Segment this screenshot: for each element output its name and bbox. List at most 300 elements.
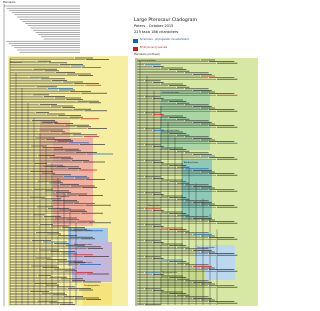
taxon-row-right	[145, 192, 161, 193]
clade-label-left-7: Germanodactylus	[74, 262, 93, 264]
taxon-row-right	[209, 173, 234, 174]
taxon-row-right	[185, 104, 209, 105]
taxon-row-right	[217, 143, 237, 144]
taxon-row-right	[161, 276, 183, 277]
clade-label-left-1: Pterosauria	[10, 62, 22, 64]
clade-label-right-3: Azhdarchidae	[184, 162, 199, 164]
taxon-row-right	[161, 228, 183, 229]
taxon-row-left	[63, 202, 79, 203]
taxon-row-left	[52, 80, 67, 81]
taxon-row-left	[61, 278, 83, 279]
taxon-row-right	[185, 120, 209, 121]
taxon-row-right	[201, 236, 215, 237]
taxon-row-right	[201, 124, 215, 125]
taxon-row-right	[185, 72, 209, 73]
taxon-row-right	[217, 175, 237, 176]
taxon-row-left	[79, 290, 93, 291]
taxon-row-right	[145, 112, 161, 113]
taxon-row-right	[217, 303, 237, 304]
taxon-row-right	[193, 170, 212, 171]
legend-blue-label: Small taxa - phylogenetic miniaturization	[140, 38, 190, 41]
clade-block-salmon	[53, 138, 93, 226]
taxon-row-right	[193, 298, 212, 299]
taxon-row-left	[58, 235, 77, 236]
taxon-row-right	[153, 226, 164, 227]
taxon-row-right	[153, 146, 164, 147]
taxon-row-right	[161, 164, 183, 165]
taxon-row-left	[35, 258, 51, 259]
taxon-row-right	[201, 220, 215, 221]
taxon-row-right	[145, 208, 161, 209]
taxon-row-left	[83, 282, 101, 283]
taxon-row-left	[73, 254, 93, 255]
taxon-row-right	[169, 277, 186, 278]
taxon-row-right	[145, 240, 161, 241]
taxon-row-left	[60, 184, 79, 185]
taxon-row-right	[217, 239, 237, 240]
taxon-row-right	[217, 255, 237, 256]
taxon-row-left	[55, 98, 81, 99]
taxon-row-right	[217, 223, 237, 224]
taxon-row-right	[217, 207, 237, 208]
taxon-row-right	[145, 288, 161, 289]
taxon-row-right	[217, 271, 237, 272]
taxon-row-right	[169, 261, 186, 262]
taxon-row-right	[185, 88, 209, 89]
right-panel-label: Pterosauria (continued)	[134, 53, 160, 56]
taxon-row-left	[85, 205, 111, 206]
legend-blue-swatch	[133, 39, 138, 43]
taxon-row-right	[193, 74, 212, 75]
taxon-row-left	[67, 194, 87, 195]
taxon-row-left	[71, 186, 95, 187]
taxon-row-left	[50, 251, 75, 252]
taxon-row-left	[59, 210, 85, 211]
taxon-row-right	[153, 210, 164, 211]
taxon-row-left	[41, 173, 55, 174]
clade-label-right-0: Cycnorhamphidae	[137, 60, 156, 62]
taxon-row-left	[85, 110, 107, 111]
taxon-row-right	[145, 144, 161, 145]
taxon-row-right	[185, 168, 209, 169]
taxon-row-left	[73, 134, 97, 135]
taxon-row-right	[169, 245, 186, 246]
taxon-row-right	[185, 264, 209, 265]
taxon-row-left	[48, 208, 69, 209]
taxon-row-left	[41, 198, 61, 199]
taxon-row-right	[177, 279, 189, 280]
taxon-row-left	[55, 218, 77, 219]
taxon-row-right	[153, 194, 164, 195]
taxon-row-left	[49, 62, 67, 63]
taxon-row-right	[153, 162, 164, 163]
taxon-row-left	[75, 298, 99, 299]
taxon-row-left	[37, 301, 57, 302]
taxon-row-left	[86, 179, 105, 180]
clade-label-right-1: Ornithocheiridae	[162, 92, 180, 94]
taxon-row-left	[88, 248, 103, 249]
taxon-row-left	[37, 181, 61, 182]
taxon-row-left	[34, 283, 57, 284]
clade-label-left-0: Anurognathidae	[42, 122, 59, 124]
taxon-row-left	[76, 152, 97, 153]
taxon-row-right	[161, 100, 183, 101]
taxon-row-left	[36, 112, 49, 113]
taxon-row-right	[145, 80, 161, 81]
taxon-row-right	[217, 159, 237, 160]
taxon-row-right	[209, 157, 234, 158]
taxon-row-right	[209, 141, 234, 142]
taxon-row-right	[209, 125, 234, 126]
taxon-row-right	[193, 90, 212, 91]
taxon-row-left	[65, 270, 77, 271]
taxon-row-left	[64, 176, 87, 177]
taxon-row-left	[33, 189, 53, 190]
taxon-row-left	[30, 291, 49, 292]
taxon-row-right	[209, 253, 234, 254]
taxon-row-left	[85, 85, 101, 86]
clade-label-left-5: Campylognathoididae	[70, 230, 93, 232]
taxon-row-left	[81, 93, 107, 94]
taxon-row-right	[145, 272, 161, 273]
taxon-row-left	[49, 302, 73, 303]
taxon-row-left	[68, 168, 81, 169]
taxon-row-left	[79, 170, 97, 171]
taxon-row-right	[201, 76, 215, 77]
taxon-row-left	[60, 304, 75, 305]
taxon-row-left	[37, 206, 53, 207]
taxon-row-left	[86, 299, 101, 300]
taxon-row-right	[177, 247, 189, 248]
taxon-row-right	[185, 296, 209, 297]
taxon-row-left	[40, 224, 53, 225]
taxon-row-left	[56, 72, 75, 73]
taxon-row-left	[65, 150, 81, 151]
author-line: Peters - October 2015	[134, 24, 174, 28]
taxon-row-right	[153, 82, 164, 83]
taxon-row-left	[44, 216, 61, 217]
taxon-row-left	[36, 232, 59, 233]
taxon-row-right	[145, 128, 161, 129]
taxon-row-left	[38, 155, 55, 156]
taxon-row-right	[161, 180, 183, 181]
taxon-row-left	[60, 64, 83, 65]
taxon-row-left	[81, 213, 103, 214]
taxon-row-left	[39, 250, 59, 251]
taxon-row-right	[177, 183, 189, 184]
taxon-row-left	[81, 238, 95, 239]
taxon-row-left	[39, 130, 63, 131]
taxon-row-left	[74, 203, 95, 204]
taxon-row-right	[185, 216, 209, 217]
taxon-row-right	[153, 98, 164, 99]
taxon-row-right	[217, 127, 237, 128]
taxon-row-left	[78, 195, 103, 196]
clade-block-green	[160, 90, 210, 150]
taxon-row-left	[37, 61, 51, 62]
taxon-row-left	[77, 246, 101, 247]
taxon-row-right	[145, 176, 161, 177]
taxon-row-left	[62, 227, 85, 228]
taxon-row-right	[193, 218, 212, 219]
clade-label-left-3: Rhamphorhynchidae	[44, 166, 66, 168]
taxon-row-right	[145, 96, 161, 97]
taxon-row-left	[33, 69, 57, 70]
taxon-row-left	[50, 131, 65, 132]
taxon-row-right	[145, 304, 161, 305]
clade-label-left-8: Scaphognathia	[84, 285, 100, 287]
taxon-row-right	[169, 149, 186, 150]
taxon-row-left	[70, 211, 87, 212]
taxon-row-left	[77, 126, 91, 127]
taxon-row-right	[153, 258, 164, 259]
taxon-row-right	[161, 260, 183, 261]
taxon-row-right	[209, 269, 234, 270]
taxon-row-left	[32, 240, 51, 241]
taxon-row-right	[169, 213, 186, 214]
taxon-row-right	[177, 151, 189, 152]
taxon-row-right	[177, 103, 189, 104]
taxon-row-left	[76, 272, 93, 273]
taxon-row-left	[87, 274, 109, 275]
taxon-row-left	[67, 74, 91, 75]
taxon-row-right	[209, 93, 234, 94]
taxon-row-left	[64, 296, 83, 297]
taxon-row-left	[61, 253, 77, 254]
taxon-row-left	[56, 192, 71, 193]
taxon-row-left	[29, 197, 45, 198]
taxon-row-left	[46, 259, 67, 260]
taxon-row-right	[201, 284, 215, 285]
taxon-row-left	[29, 77, 49, 78]
taxon-row-left	[48, 88, 73, 89]
taxon-row-left	[71, 66, 85, 67]
taxon-row-right	[201, 188, 215, 189]
taxon-row-right	[153, 178, 164, 179]
taxon-row-right	[177, 135, 189, 136]
taxon-row-right	[161, 84, 183, 85]
clade-label-right-6: Nyctosauridae	[162, 272, 177, 274]
taxon-row-right	[201, 60, 215, 61]
taxon-row-left	[82, 187, 97, 188]
taxon-row-right	[177, 215, 189, 216]
taxon-row-left	[89, 222, 111, 223]
taxon-row-right	[209, 205, 234, 206]
taxon-row-left	[86, 59, 109, 60]
taxon-row-left	[73, 109, 91, 110]
taxon-row-left	[42, 147, 63, 148]
taxon-row-right	[169, 293, 186, 294]
taxon-row-left	[53, 149, 79, 150]
taxon-row-right	[193, 106, 212, 107]
taxon-row-right	[193, 266, 212, 267]
taxon-row-right	[193, 186, 212, 187]
taxon-row-right	[185, 280, 209, 281]
taxon-row-right	[161, 244, 183, 245]
taxon-row-left	[58, 115, 81, 116]
taxon-row-right	[201, 252, 215, 253]
taxon-row-right	[177, 119, 189, 120]
taxon-row-left	[87, 154, 113, 155]
taxon-row-right	[153, 290, 164, 291]
taxon-row-left	[70, 91, 91, 92]
taxon-row-right	[209, 77, 234, 78]
taxon-row-right	[161, 196, 183, 197]
taxon-row-right	[201, 300, 215, 301]
taxon-row-left	[84, 136, 99, 137]
taxon-row-left	[74, 83, 99, 84]
taxon-row-right	[201, 92, 215, 93]
taxon-row-left	[52, 200, 77, 201]
taxon-row-right	[209, 109, 234, 110]
taxon-row-left	[77, 101, 99, 102]
taxon-row-right	[209, 301, 234, 302]
taxon-row-right	[153, 242, 164, 243]
taxon-row-left	[75, 178, 89, 179]
taxon-row-right	[185, 136, 209, 137]
taxon-row-left	[69, 117, 83, 118]
taxon-row-right	[169, 165, 186, 166]
taxon-row-left	[62, 107, 75, 108]
stats-line: 225 taxa 186 characters	[134, 30, 179, 34]
taxon-row-right	[169, 101, 186, 102]
taxon-row-left	[40, 104, 57, 105]
taxon-row-right	[193, 138, 212, 139]
taxon-row-left	[33, 214, 45, 215]
taxon-row-right	[177, 87, 189, 88]
taxon-row-right	[169, 181, 186, 182]
taxon-row-left	[49, 182, 63, 183]
taxon-row-right	[177, 167, 189, 168]
taxon-row-left	[35, 138, 55, 139]
taxon-row-right	[193, 250, 212, 251]
taxon-row-right	[161, 292, 183, 293]
taxon-row-right	[161, 68, 183, 69]
taxon-row-right	[209, 285, 234, 286]
taxon-row-right	[153, 274, 164, 275]
taxon-row-left	[37, 86, 57, 87]
taxon-row-left	[41, 293, 65, 294]
taxon-row-left	[69, 237, 93, 238]
clade-label-right-4: Tapejaridae	[148, 205, 160, 207]
taxon-row-right	[177, 263, 189, 264]
legend-red-swatch	[133, 47, 138, 51]
clade-label-right-5: Dsungaripteridae	[197, 247, 216, 249]
taxon-row-right	[145, 64, 161, 65]
taxon-row-right	[185, 184, 209, 185]
taxon-row-left	[63, 82, 83, 83]
taxon-row-right	[145, 160, 161, 161]
taxon-row-left	[89, 102, 101, 103]
taxon-row-right	[145, 224, 161, 225]
taxon-row-left	[33, 94, 49, 95]
taxon-row-right	[185, 200, 209, 201]
taxon-row-right	[153, 66, 164, 67]
taxon-row-left	[44, 96, 65, 97]
taxon-row-left	[88, 128, 107, 129]
clade-label-left-4: Dorygnathus	[56, 196, 70, 198]
taxon-row-right	[201, 204, 215, 205]
taxon-row-right	[217, 63, 237, 64]
taxon-row-left	[78, 75, 93, 76]
taxon-row-right	[161, 212, 183, 213]
taxon-row-left	[45, 70, 59, 71]
taxon-row-left	[72, 160, 89, 161]
taxon-row-right	[217, 287, 237, 288]
page-title: Large Pterosaur Cladogram	[134, 18, 197, 23]
clade-label-right-2: Pteranodontidae	[162, 130, 180, 132]
taxon-row-left	[54, 243, 69, 244]
taxon-row-left	[68, 288, 91, 289]
taxon-row-left	[51, 226, 69, 227]
clade-label-left-6: Wukongopteridae	[74, 244, 93, 246]
taxon-row-right	[177, 231, 189, 232]
taxon-row-left	[84, 256, 109, 257]
taxon-row-left	[80, 264, 101, 265]
taxon-row-right	[169, 197, 186, 198]
taxon-row-right	[177, 295, 189, 296]
taxon-row-left	[32, 120, 55, 121]
taxon-row-right	[201, 268, 215, 269]
taxon-row-left	[57, 286, 75, 287]
left-panel-label: Pterosauria	[3, 1, 16, 4]
taxon-row-right	[217, 111, 237, 112]
taxon-row-right	[209, 61, 234, 62]
taxon-row-right	[209, 237, 234, 238]
taxon-row-left	[45, 190, 69, 191]
taxon-row-left	[81, 118, 99, 119]
clade-label-left-2: Scaphognathidae	[55, 140, 74, 142]
taxon-row-left	[51, 106, 73, 107]
taxon-row-left	[66, 99, 83, 100]
taxon-row-right	[201, 172, 215, 173]
taxon-row-left	[75, 58, 93, 59]
taxon-row-left	[43, 242, 67, 243]
taxon-row-left	[41, 78, 65, 79]
taxon-row-left	[66, 219, 79, 220]
taxon-row-right	[209, 221, 234, 222]
taxon-row-right	[209, 189, 234, 190]
taxon-row-left	[31, 146, 47, 147]
taxon-row-right	[169, 133, 186, 134]
taxon-row-right	[217, 95, 237, 96]
taxon-row-left	[69, 142, 89, 143]
taxon-row-left	[53, 174, 71, 175]
taxon-row-left	[61, 133, 81, 134]
taxon-row-right	[193, 234, 212, 235]
taxon-row-right	[185, 152, 209, 153]
taxon-row-left	[72, 280, 85, 281]
taxon-row-right	[201, 140, 215, 141]
taxon-row-left	[31, 266, 57, 267]
taxon-row-right	[161, 148, 183, 149]
taxon-row-right	[169, 117, 186, 118]
taxon-row-right	[161, 116, 183, 117]
taxon-row-right	[217, 79, 237, 80]
taxon-row-left	[82, 67, 101, 68]
taxon-row-left	[30, 171, 53, 172]
taxon-row-right	[201, 108, 215, 109]
taxon-row-right	[145, 256, 161, 257]
taxon-row-left	[61, 158, 73, 159]
taxon-row-left	[65, 125, 89, 126]
taxon-row-right	[185, 232, 209, 233]
taxon-row-right	[153, 114, 164, 115]
taxon-row-left	[38, 275, 51, 276]
taxon-row-left	[53, 294, 67, 295]
taxon-row-left	[49, 157, 71, 158]
taxon-row-right	[201, 156, 215, 157]
